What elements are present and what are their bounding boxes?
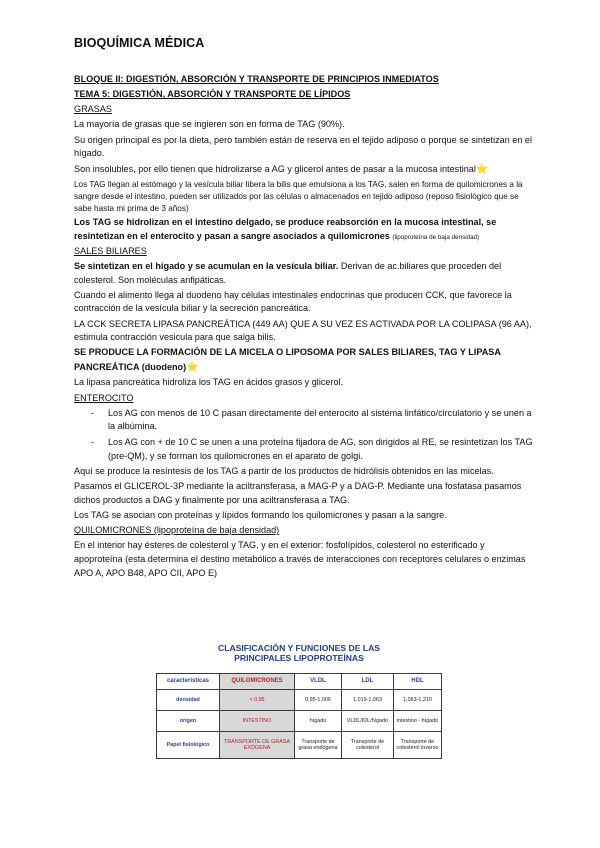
figure-title xyxy=(156,644,442,664)
enterocito-heading: ENTEROCITO xyxy=(74,392,134,403)
grasas-p5-note: (lipoproteína de baja densidad) xyxy=(392,233,480,241)
dash-bullet-icon: - xyxy=(91,436,95,447)
table-cell: TRANSPORTE DE GRASA EXÓGENA xyxy=(220,731,295,758)
table-header-cell: características xyxy=(157,673,220,689)
grasas-p3: Son insolubles, por ello tienen que hidrolizarse a AG y glicerol antes de pasar a la mucosa intestinal xyxy=(74,164,476,175)
sales-p1-bold: Se sintetizan en el hígado y se acumulan en la vesícula biliar. xyxy=(74,260,339,271)
sales-p3: LA CCK SECRETA LIPASA PANCREÁTICA (449 AA) QUE A SU VEZ ES ACTIVADA POR LA COLIPASA (96 AA), estimula contracción vesicula para que salga bilis. xyxy=(74,318,532,343)
enterocito-p3: Los TAG se asocian con proteínas y lípidos formando los quilomicrones y pasan a la sangre. xyxy=(74,510,447,521)
table-cell: Papel fisiológico xyxy=(157,731,220,758)
grasas-p2: Su origen principal es por la dieta, pero también están de reserva en el tejido adiposo o porque se sintetizan en el hígado. xyxy=(74,134,533,159)
table-header-cell: LDL xyxy=(342,673,394,689)
table-cell: intestino - hígado xyxy=(393,710,441,731)
grasas-p3-wrap xyxy=(74,162,534,177)
figure-title-line: PRINCIPALES LIPOPROTEÍNAS xyxy=(234,652,364,663)
sales-p4-bold: SE PRODUCE LA FORMACIÓN DE LA MICELA O LIPOSOMA POR SALES BILIARES, TAG Y LIPASA PANCREÁTICA (duodeno) xyxy=(74,347,501,372)
quilo-p1: En el interior hay ésteres de colesterol y TAG, y en el exterior: fosfolípidos, colesterol no esterificado y apoproteína (esta determina el destino metabólico a través de interacciones con receptores celulares o enzimas APO A, APO B48, APO CII, APO E) xyxy=(74,540,526,578)
lipoprotein-table xyxy=(156,673,442,759)
table-header-cell: VLDL xyxy=(295,673,342,689)
grasas-p5-bold: Los TAG se hidrolizan en el intestino delgado, se produce reabsorción en la mucosa intestinal, se resintetizan en el enterocito y pasan a sangre asociados a quilomicrones xyxy=(74,217,497,241)
sales-p1 xyxy=(74,260,534,287)
enterocito-list xyxy=(74,407,534,464)
tema-title: TEMA 5: DIGESTIÓN, ABSORCIÓN Y TRANSPORTE DE LÍPIDOS xyxy=(74,89,351,100)
star-icon: ⭐ xyxy=(186,361,199,373)
grasas-heading: GRASAS xyxy=(74,104,112,115)
table-cell: VLDL/IDL/hígado xyxy=(342,710,394,731)
figure-title-line: CLASIFICACIÓN Y FUNCIONES DE LAS xyxy=(217,643,381,653)
sales-p4 xyxy=(74,346,534,375)
table-row xyxy=(157,731,442,758)
table-header-cell: HDL xyxy=(393,673,441,689)
table-cell: Transporte de colesterol xyxy=(342,731,394,758)
page-header: BIOQUÍMICA MÉDICA xyxy=(74,36,205,50)
table-cell: hígado xyxy=(295,710,342,731)
table-cell: Transporte de colesterol inverso xyxy=(393,731,441,758)
table-header-row xyxy=(157,673,442,689)
grasas-p1: La mayoría de grasas que se ingieren son en forma de TAG (90%). xyxy=(74,119,345,130)
sales-heading: SALES BILIARES xyxy=(74,245,147,256)
grasas-p4: Los TAG llegan al estómago y la vesícula biliar libera la bilis que emulsiona a los TAG, salen en forma de quilomicrones a la sangre desde el intestino, pueden ser utilizados por las células o almacenados en tejido adiposo (reposo fisiológico que se sabe hasta mi prima de 3 años) xyxy=(74,179,523,213)
table-row xyxy=(157,710,442,731)
table-header-cell: QUILOMICRONES xyxy=(220,673,295,689)
table-cell: < 0,95 xyxy=(220,689,295,710)
sales-p1-rest: Derivan de ac.biliares que proceden del colesterol. Son moléculas anfipáticas. xyxy=(74,260,502,285)
table-cell: densidad xyxy=(157,689,220,710)
star-icon: ⭐ xyxy=(475,164,489,176)
table-cell: origen xyxy=(157,710,220,731)
table-cell: Transporte de grasa endógena xyxy=(295,731,342,758)
list-item-text: Los AG con + de 10 C se unen a una proteína fijadora de AG, son dirigidos al RE, se resintetizan los TAG (pre-QM), y se forman los quilomicrones en el aparato de golgi. xyxy=(108,436,533,461)
bloque-title: BLOQUE II: DIGESTIÓN, ABSORCIÓN Y TRANSPORTE DE PRINCIPIOS INMEDIATOS xyxy=(74,74,439,84)
grasas-p5 xyxy=(74,216,534,243)
list-item xyxy=(74,407,534,434)
table-cell: 0,95-1,006 xyxy=(295,689,342,710)
table-row xyxy=(157,689,442,710)
document-body xyxy=(74,73,534,582)
sales-p2: Cuando el alimento llega al duodeno hay células intestinales endocrinas que producen CCK, que favorece la contracción de la vesícula biliar y la secreción pancreática. xyxy=(74,289,512,314)
list-item xyxy=(74,436,534,463)
enterocito-p2: Pasamos el GLICEROL-3P mediante la aciltransferasa, a MAG-P y a DAG-P. Mediante una fosfatasa pasamos dichos productos a DAG y finalmente por una aciltransferasa a TAG. xyxy=(74,481,522,506)
quilo-heading: QUILOMICRONES (lipoproteína de baja densidad) xyxy=(74,525,280,536)
list-item-text: Los AG con menos de 10 C pasan directamente del enterocito al sistema linfático/circulatorio y se unen a la albúmina. xyxy=(108,407,532,432)
lipoprotein-figure xyxy=(156,644,442,759)
dash-bullet-icon: - xyxy=(91,407,95,418)
table-cell: INTESTINO xyxy=(220,710,295,731)
table-cell: 1,019-1,063 xyxy=(342,689,394,710)
table-cell: 1,063-1,210 xyxy=(393,689,441,710)
sales-p5: La lipasa pancreática hidroliza los TAG en ácidos grasos y glicerol. xyxy=(74,377,344,388)
enterocito-p1: Aquí se produce la resíntesis de los TAG a partir de los productos de hidrólisis obtenidos en las micelas. xyxy=(74,466,494,477)
